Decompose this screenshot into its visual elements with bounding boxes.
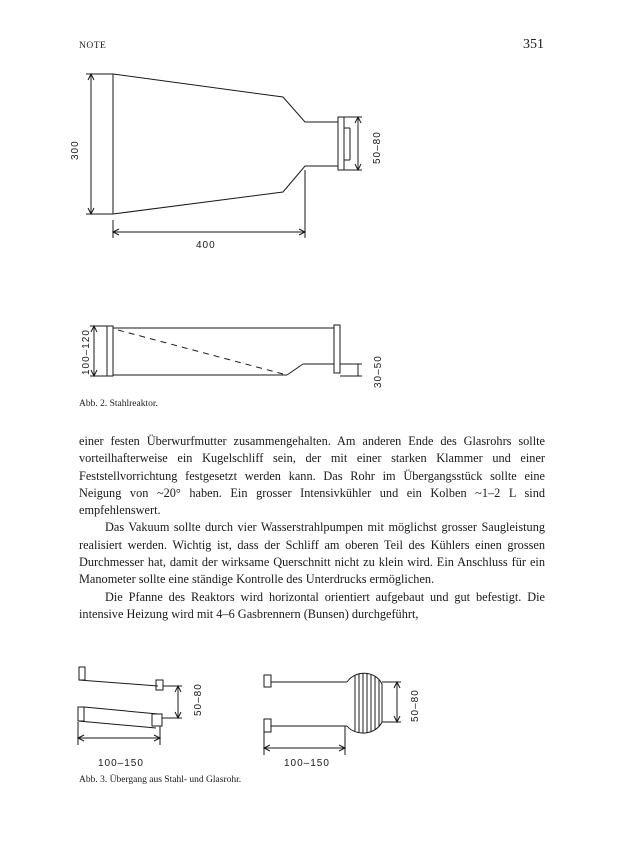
reactor-side-view (86, 74, 362, 238)
dim-height-300: 300 (70, 140, 81, 160)
body-text (79, 433, 545, 623)
dim-left-height-50-80: 50–80 (193, 683, 204, 716)
paragraph: Die Pfanne des Reaktors wird horizontal orientiert aufgebaut und gut befestigt. Die intensive Heizung wird mit 4–6 Gasbrennern (Bunsen) durchgeführt, (79, 589, 545, 621)
paragraph: einer festen Überwurfmutter zusammengehalten. Am anderen Ende des Glasrohrs sollte vorteilhafterweise ein Kugelschliff sein, der mit einer starken Klammer und einer Feststellvorrichtung festgesetzt werden kann. Das Rohr im Übergangsstück sollte eine Neigung von ~20° haben. Ein grosser Intensivkühler und ein Kolben ~1–2 L sind empfehlenswert. (79, 434, 545, 518)
dim-pan-outlet-30-50: 30–50 (373, 355, 384, 388)
dim-pan-height-100-120: 100–120 (81, 329, 92, 375)
dim-right-height-50-80: 50–80 (410, 689, 421, 722)
paragraph: Das Vakuum sollte durch vier Wasserstrahlpumpen mit möglichst grosser Saugleistung realisiert werden. Wichtig ist, dass der Schliff am oberen Teil des Kühlers einen grossen Durchmesser hat, damit der wirksame Querschnitt nicht zu klein wird. Ein Anschluss für ein Manometer sollte eine ständige Kontrolle des Unterdrucks ermöglichen. (79, 520, 545, 587)
figure-2-caption: Abb. 2. Stahlreaktor. (79, 399, 158, 409)
reactor-pan-view (90, 325, 362, 376)
page-number: 351 (523, 37, 544, 52)
running-header: NOTE (79, 41, 107, 51)
dim-flange-50-80: 50–80 (372, 131, 383, 164)
dim-right-length-100-150: 100–150 (284, 758, 330, 769)
dim-left-length-100-150: 100–150 (98, 758, 144, 769)
transition-steel (78, 667, 182, 745)
dim-length-400: 400 (196, 240, 216, 251)
figure-3-caption: Abb. 3. Übergang aus Stahl- und Glasrohr. (79, 775, 242, 785)
transition-glass (264, 673, 401, 755)
